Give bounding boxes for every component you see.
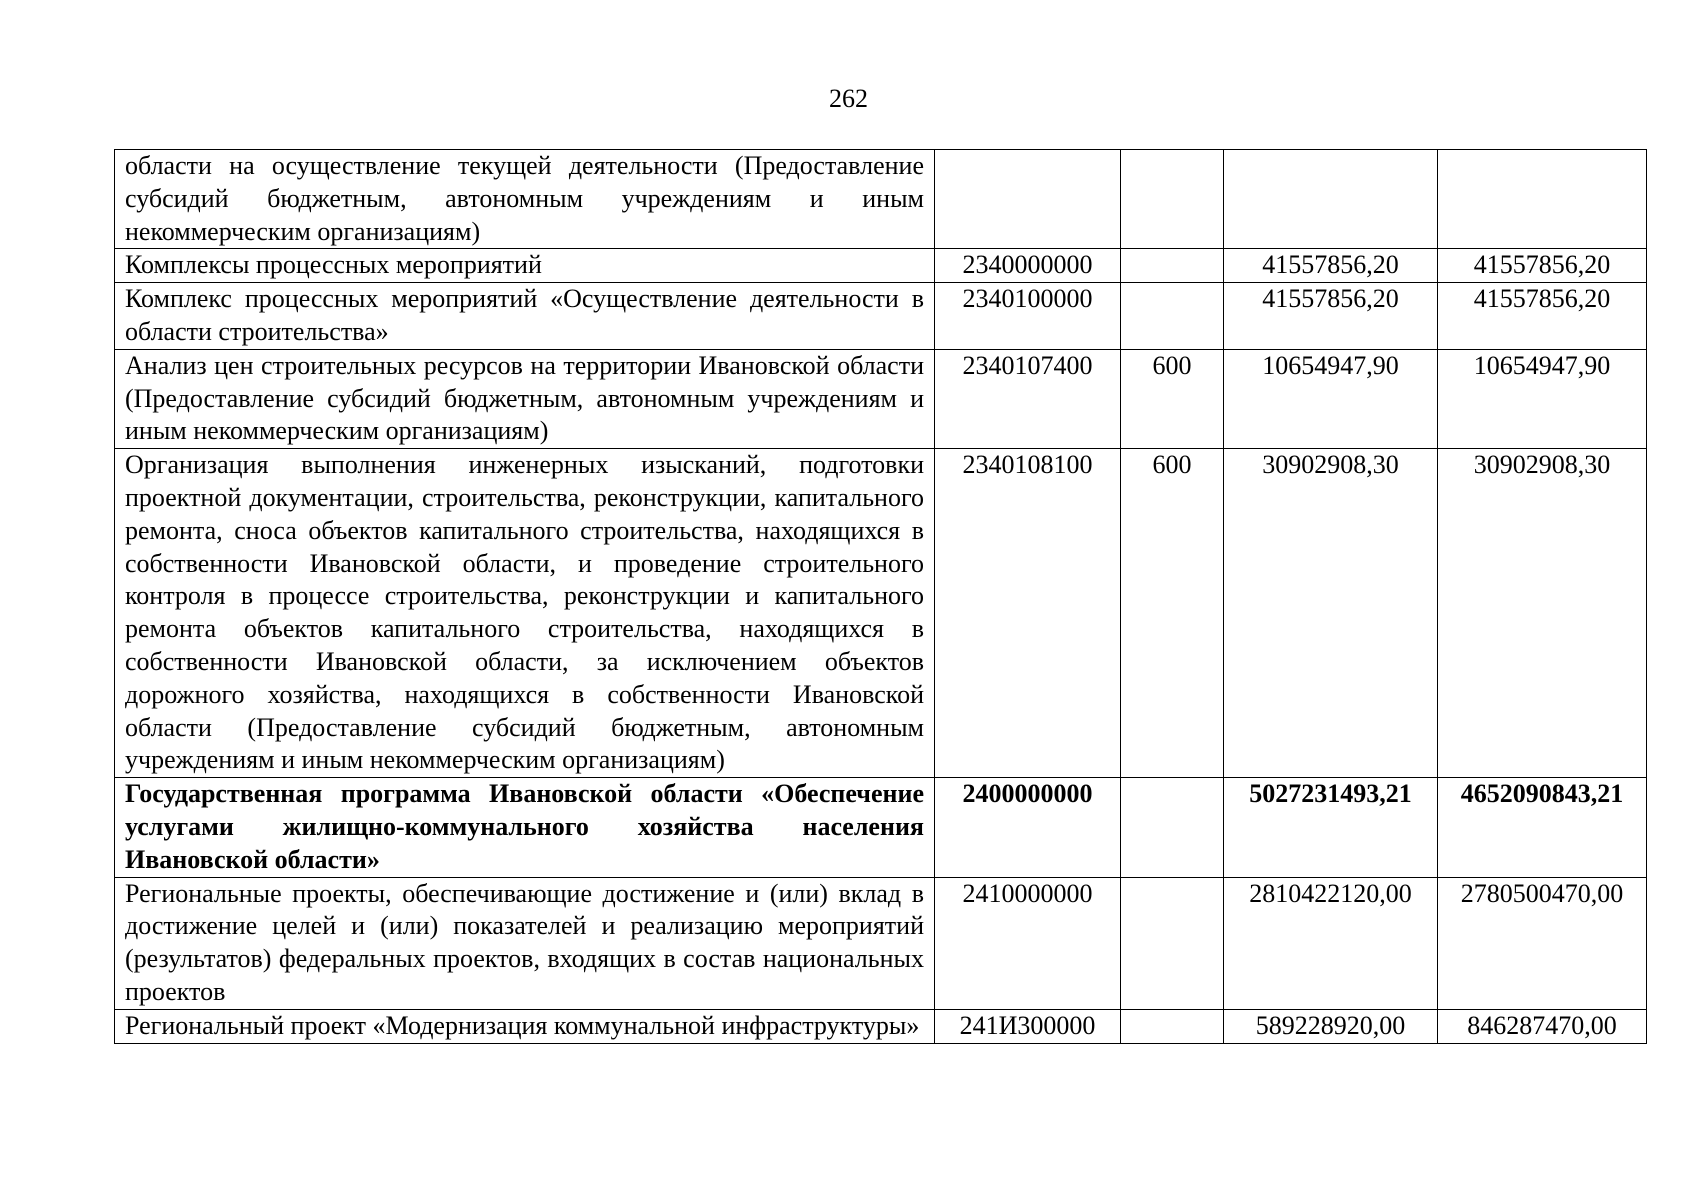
row-code: 2340107400 xyxy=(935,349,1121,448)
row-amount-2: 2780500470,00 xyxy=(1438,877,1647,1009)
row-code: 2340000000 xyxy=(935,249,1121,283)
table-row xyxy=(115,877,1647,1009)
row-code: 2410000000 xyxy=(935,877,1121,1009)
row-name: Региональный проект «Модернизация коммунальной инфраструктуры» xyxy=(115,1009,935,1043)
row-amount-2: 41557856,20 xyxy=(1438,283,1647,350)
row-amount-1: 10654947,90 xyxy=(1224,349,1438,448)
row-amount-1: 5027231493,21 xyxy=(1224,778,1438,877)
row-amount-1 xyxy=(1224,150,1438,249)
table-row xyxy=(115,283,1647,350)
table-row-program xyxy=(115,778,1647,877)
row-name: области на осуществление текущей деятельности (Предоставление субсидий бюджетным, автономным учреждениям и иным некоммерческим организациям) xyxy=(115,150,935,249)
row-code: 2340108100 xyxy=(935,449,1121,778)
row-name: Региональные проекты, обеспечивающие достижение и (или) вклад в достижение целей и (или) показателей и реализацию мероприятий (результатов) федеральных проектов, входящих в состав национальных проектов xyxy=(115,877,935,1009)
table-row xyxy=(115,349,1647,448)
row-name: Комплекс процессных мероприятий «Осуществление деятельности в области строительства» xyxy=(115,283,935,350)
table-row xyxy=(115,1009,1647,1043)
row-name: Государственная программа Ивановской области «Обеспечение услугами жилищно-коммунального хозяйства населения Ивановской области» xyxy=(115,778,935,877)
table-row xyxy=(115,150,1647,249)
row-expense-type xyxy=(1121,877,1224,1009)
page-number: 262 xyxy=(829,84,868,113)
row-amount-1: 41557856,20 xyxy=(1224,283,1438,350)
row-amount-1: 30902908,30 xyxy=(1224,449,1438,778)
row-amount-1: 589228920,00 xyxy=(1224,1009,1438,1043)
row-code: 2400000000 xyxy=(935,778,1121,877)
row-amount-2: 4652090843,21 xyxy=(1438,778,1647,877)
row-amount-2: 41557856,20 xyxy=(1438,249,1647,283)
row-name: Анализ цен строительных ресурсов на территории Ивановской области (Предоставление субсидий бюджетным, автономным учреждениям и иным некоммерческим организациям) xyxy=(115,349,935,448)
row-expense-type xyxy=(1121,1009,1224,1043)
row-amount-2: 10654947,90 xyxy=(1438,349,1647,448)
row-amount-1: 41557856,20 xyxy=(1224,249,1438,283)
row-name: Организация выполнения инженерных изысканий, подготовки проектной документации, строительства, реконструкции, капитального ремонта, сноса объектов капитального строительства, находящихся в собственности Ивановской области, и проведение строительного контроля в процессе строительства, реконструкции и капитального ремонта объектов капитального строительства, находящихся в собственности Ивановской области, за исключением объектов дорожного хозяйства, находящихся в собственности Ивановской области (Предоставление субсидий бюджетным, автономным учреждениям и иным некоммерческим организациям) xyxy=(115,449,935,778)
row-code: 241И300000 xyxy=(935,1009,1121,1043)
row-expense-type: 600 xyxy=(1121,349,1224,448)
table-row xyxy=(115,449,1647,778)
row-name: Комплексы процессных мероприятий xyxy=(115,249,935,283)
row-code xyxy=(935,150,1121,249)
row-amount-2: 30902908,30 xyxy=(1438,449,1647,778)
row-amount-2: 846287470,00 xyxy=(1438,1009,1647,1043)
row-expense-type xyxy=(1121,150,1224,249)
row-amount-2 xyxy=(1438,150,1647,249)
row-expense-type xyxy=(1121,249,1224,283)
row-expense-type xyxy=(1121,778,1224,877)
row-amount-1: 2810422120,00 xyxy=(1224,877,1438,1009)
budget-table xyxy=(114,149,1647,1044)
row-code: 2340100000 xyxy=(935,283,1121,350)
row-expense-type: 600 xyxy=(1121,449,1224,778)
table-row xyxy=(115,249,1647,283)
row-expense-type xyxy=(1121,283,1224,350)
